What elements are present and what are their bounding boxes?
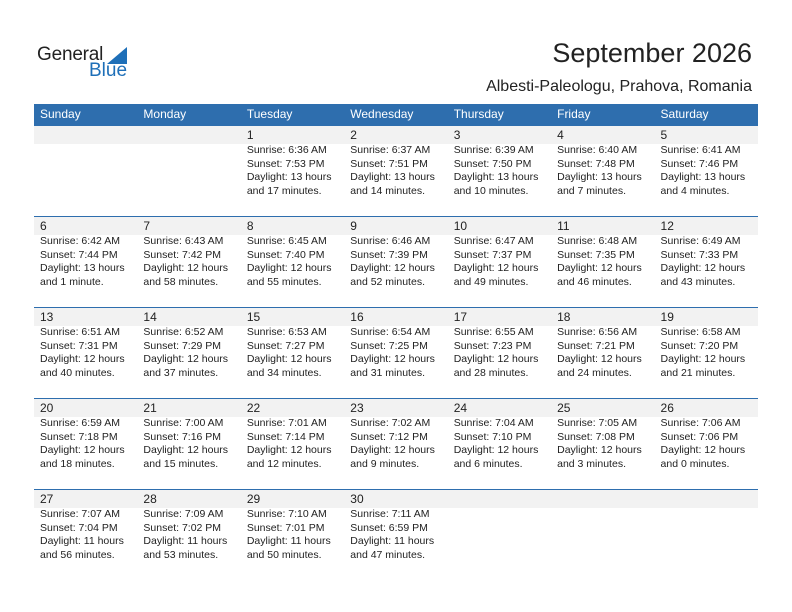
sunrise-text: Sunrise: 6:42 AM: [40, 235, 120, 247]
sunset-text: Sunset: 7:16 PM: [143, 430, 222, 443]
daylight-text: Daylight: 12 hours: [40, 444, 125, 457]
weeks-container: [34, 125, 758, 580]
sunrise-text: Sunrise: 6:46 AM: [350, 235, 431, 247]
day-cell: [551, 399, 654, 489]
day-cell: [551, 126, 654, 216]
sunset-text: Sunset: 7:44 PM: [40, 248, 118, 261]
sunrise-text: Sunrise: 7:10 AM: [246, 508, 327, 520]
sunset-text: Sunset: 7:33 PM: [660, 248, 739, 261]
sunrise-text: Sunrise: 7:00 AM: [143, 417, 224, 429]
weekday-sunday: Sunday: [40, 107, 81, 121]
daylight-minutes-text: and 4 minutes.: [660, 184, 730, 197]
day-cell: [241, 126, 344, 216]
sunset-text: Sunset: 7:48 PM: [557, 157, 635, 170]
daylight-text: Daylight: 12 hours: [453, 444, 539, 457]
day-cell: [344, 126, 447, 216]
daylight-text: Daylight: 12 hours: [660, 353, 746, 366]
daylight-text: Daylight: 12 hours: [350, 262, 435, 275]
day-cell: [34, 217, 137, 307]
daylight-minutes-text: and 10 minutes.: [453, 184, 529, 197]
sunrise-text: Sunrise: 6:45 AM: [246, 235, 327, 247]
daylight-text: Daylight: 12 hours: [660, 444, 746, 457]
sunrise-text: Sunrise: 7:09 AM: [143, 508, 224, 520]
sunrise-text: Sunrise: 6:54 AM: [350, 326, 431, 338]
weekday-thursday: Thursday: [453, 107, 504, 121]
sunset-text: Sunset: 7:42 PM: [143, 248, 222, 261]
weekday-wednesday: Wednesday: [350, 107, 414, 121]
daylight-text: Daylight: 11 hours: [246, 535, 331, 548]
daylight-minutes-text: and 43 minutes.: [660, 275, 736, 288]
day-number: 17: [453, 310, 468, 324]
sunrise-text: Sunrise: 7:11 AM: [350, 508, 430, 520]
daylight-minutes-text: and 49 minutes.: [453, 275, 529, 288]
sunrise-text: Sunrise: 6:39 AM: [453, 144, 534, 156]
day-number: 30: [350, 492, 364, 506]
daylight-minutes-text: and 28 minutes.: [453, 366, 529, 379]
day-cell: [137, 399, 240, 489]
daylight-minutes-text: and 31 minutes.: [350, 366, 425, 379]
daylight-minutes-text: and 6 minutes.: [453, 457, 523, 470]
day-cell: [344, 399, 447, 489]
day-number: 29: [246, 492, 261, 506]
sunset-text: Sunset: 7:25 PM: [350, 339, 428, 352]
daylight-minutes-text: and 14 minutes.: [350, 184, 425, 197]
sunset-text: Sunset: 7:39 PM: [350, 248, 428, 261]
sunset-text: Sunset: 7:51 PM: [350, 157, 428, 170]
sunset-text: Sunset: 7:02 PM: [143, 521, 222, 534]
daylight-minutes-text: and 3 minutes.: [557, 457, 626, 470]
day-cell: [655, 126, 758, 216]
day-number: 13: [40, 310, 54, 324]
day-number: 7: [143, 219, 151, 233]
daylight-text: Daylight: 12 hours: [660, 262, 746, 275]
sunrise-text: Sunrise: 6:56 AM: [557, 326, 638, 338]
sunrise-text: Sunrise: 6:40 AM: [557, 144, 638, 156]
day-number: 2: [350, 128, 357, 142]
sunrise-text: Sunrise: 7:01 AM: [246, 417, 327, 429]
daylight-text: Daylight: 12 hours: [143, 444, 229, 457]
sunrise-text: Sunrise: 6:52 AM: [143, 326, 224, 338]
daylight-minutes-text: and 1 minute.: [40, 275, 104, 288]
sunrise-text: Sunrise: 7:04 AM: [453, 417, 534, 429]
sunset-text: Sunset: 7:23 PM: [453, 339, 532, 352]
day-number: 19: [660, 310, 674, 324]
day-cell: [448, 399, 551, 489]
sunset-text: Sunset: 7:35 PM: [557, 248, 635, 261]
day-cell: [241, 217, 344, 307]
day-number: 23: [350, 401, 364, 415]
daylight-minutes-text: and 58 minutes.: [143, 275, 219, 288]
daylight-minutes-text: and 53 minutes.: [143, 548, 219, 561]
daylight-text: Daylight: 12 hours: [143, 262, 229, 275]
day-number: 15: [246, 310, 261, 324]
location-subtitle: Albesti-Paleologu, Prahova, Romania: [486, 78, 752, 95]
daylight-minutes-text: and 18 minutes.: [40, 457, 115, 470]
daylight-minutes-text: and 21 minutes.: [660, 366, 736, 379]
daylight-minutes-text: and 34 minutes.: [246, 366, 322, 379]
day-number: 25: [557, 401, 571, 415]
daylight-text: Daylight: 13 hours: [246, 171, 332, 184]
week-days: [34, 126, 758, 216]
day-number: [40, 126, 137, 144]
daylight-minutes-text: and 7 minutes.: [557, 184, 626, 197]
sunset-text: Sunset: 7:04 PM: [40, 521, 118, 534]
daylight-minutes-text: and 24 minutes.: [557, 366, 632, 379]
day-number: [661, 490, 758, 508]
day-cell: [241, 399, 344, 489]
daylight-text: Daylight: 12 hours: [350, 353, 435, 366]
daylight-minutes-text: and 0 minutes.: [660, 457, 730, 470]
daylight-text: Daylight: 13 hours: [453, 171, 539, 184]
day-number: [557, 490, 654, 508]
day-cell: [551, 217, 654, 307]
day-cell: [655, 217, 758, 307]
sunset-text: Sunset: 7:14 PM: [246, 430, 325, 443]
day-cell: [34, 126, 137, 216]
sunrise-text: Sunrise: 6:37 AM: [350, 144, 431, 156]
day-number: 8: [246, 219, 254, 233]
week-row: [34, 489, 758, 580]
sunset-text: Sunset: 7:27 PM: [246, 339, 325, 352]
sunset-text: Sunset: 7:46 PM: [660, 157, 739, 170]
logo-blue-text: Blue: [89, 60, 128, 81]
day-number: 9: [350, 219, 357, 233]
daylight-text: Daylight: 13 hours: [40, 262, 125, 275]
day-cell: [344, 308, 447, 398]
day-cell: [448, 490, 551, 580]
sunset-text: Sunset: 7:21 PM: [557, 339, 635, 352]
sunset-text: Sunset: 7:37 PM: [453, 248, 532, 261]
weekday-friday: Friday: [557, 107, 591, 121]
day-cell: [34, 399, 137, 489]
day-number: 3: [453, 128, 461, 142]
sunrise-text: Sunrise: 6:49 AM: [660, 235, 741, 247]
daylight-text: Daylight: 13 hours: [557, 171, 642, 184]
daylight-text: Daylight: 12 hours: [557, 444, 642, 457]
day-cell: [655, 490, 758, 580]
sunrise-text: Sunrise: 6:51 AM: [40, 326, 120, 338]
sunrise-text: Sunrise: 6:43 AM: [143, 235, 224, 247]
daylight-minutes-text: and 46 minutes.: [557, 275, 632, 288]
day-cell: [137, 308, 240, 398]
weekday-monday: Monday: [143, 107, 187, 121]
day-number: 21: [143, 401, 157, 415]
day-cell: [344, 490, 447, 580]
daylight-text: Daylight: 13 hours: [350, 171, 435, 184]
daylight-minutes-text: and 52 minutes.: [350, 275, 425, 288]
day-number: 14: [143, 310, 157, 324]
week-row: [34, 125, 758, 216]
daylight-text: Daylight: 12 hours: [557, 353, 642, 366]
weekday-tuesday: Tuesday: [246, 107, 293, 121]
daylight-text: Daylight: 11 hours: [40, 535, 124, 548]
sunset-text: Sunset: 7:20 PM: [660, 339, 739, 352]
day-number: 11: [557, 219, 570, 233]
week-days: [34, 399, 758, 489]
daylight-text: Daylight: 11 hours: [350, 535, 435, 548]
daylight-text: Daylight: 12 hours: [350, 444, 435, 457]
sunrise-text: Sunrise: 6:55 AM: [453, 326, 534, 338]
daylight-text: Daylight: 12 hours: [453, 262, 539, 275]
daylight-minutes-text: and 56 minutes.: [40, 548, 115, 561]
calendar-grid: [34, 104, 758, 580]
day-number: [143, 126, 240, 144]
sunset-text: Sunset: 7:53 PM: [246, 157, 325, 170]
sunset-text: Sunset: 7:12 PM: [350, 430, 428, 443]
sunrise-text: Sunrise: 6:48 AM: [557, 235, 638, 247]
week-row: [34, 216, 758, 307]
sunset-text: Sunset: 7:01 PM: [246, 521, 325, 534]
daylight-minutes-text: and 12 minutes.: [246, 457, 322, 470]
sunset-text: Sunset: 7:08 PM: [557, 430, 635, 443]
sunset-text: Sunset: 7:50 PM: [453, 157, 532, 170]
sunrise-text: Sunrise: 6:36 AM: [246, 144, 327, 156]
day-cell: [241, 490, 344, 580]
sunrise-text: Sunrise: 7:06 AM: [660, 417, 741, 429]
day-cell: [551, 308, 654, 398]
sunset-text: Sunset: 7:06 PM: [660, 430, 739, 443]
sunrise-text: Sunrise: 6:47 AM: [453, 235, 534, 247]
daylight-text: Daylight: 12 hours: [557, 262, 642, 275]
week-days: [34, 308, 758, 398]
daylight-text: Daylight: 12 hours: [453, 353, 539, 366]
daylight-text: Daylight: 13 hours: [660, 171, 746, 184]
day-number: 10: [453, 219, 468, 233]
day-number: 4: [557, 128, 564, 142]
daylight-text: Daylight: 11 hours: [143, 535, 228, 548]
week-row: [34, 307, 758, 398]
day-number: 1: [246, 128, 254, 142]
daylight-minutes-text: and 55 minutes.: [246, 275, 322, 288]
logo: [37, 44, 147, 84]
day-cell: [655, 399, 758, 489]
daylight-text: Daylight: 12 hours: [246, 262, 332, 275]
daylight-minutes-text: and 47 minutes.: [350, 548, 425, 561]
sunrise-text: Sunrise: 7:05 AM: [557, 417, 638, 429]
daylight-minutes-text: and 15 minutes.: [143, 457, 219, 470]
weekday-saturday: Saturday: [660, 107, 709, 121]
day-number: 5: [660, 128, 668, 142]
day-cell: [655, 308, 758, 398]
day-cell: [448, 217, 551, 307]
day-number: 24: [453, 401, 468, 415]
daylight-text: Daylight: 12 hours: [246, 353, 332, 366]
day-number: [454, 490, 551, 508]
day-number: 6: [40, 219, 47, 233]
sunrise-text: Sunrise: 6:53 AM: [246, 326, 327, 338]
sunset-text: Sunset: 7:40 PM: [246, 248, 325, 261]
day-number: 12: [660, 219, 674, 233]
daylight-text: Daylight: 12 hours: [40, 353, 125, 366]
day-cell: [137, 217, 240, 307]
sunrise-text: Sunrise: 6:58 AM: [660, 326, 741, 338]
sunrise-text: Sunrise: 6:41 AM: [660, 144, 741, 156]
day-cell: [551, 490, 654, 580]
day-cell: [137, 490, 240, 580]
daylight-minutes-text: and 37 minutes.: [143, 366, 219, 379]
page-title: September 2026: [552, 38, 752, 68]
sunrise-text: Sunrise: 7:02 AM: [350, 417, 431, 429]
daylight-minutes-text: and 50 minutes.: [246, 548, 322, 561]
sunset-text: Sunset: 7:29 PM: [143, 339, 222, 352]
week-row: [34, 398, 758, 489]
day-number: 26: [660, 401, 674, 415]
day-number: 16: [350, 310, 364, 324]
daylight-minutes-text: and 17 minutes.: [246, 184, 322, 197]
day-cell: [34, 490, 137, 580]
daylight-text: Daylight: 12 hours: [246, 444, 332, 457]
day-cell: [241, 308, 344, 398]
day-cell: [448, 308, 551, 398]
sunset-text: Sunset: 7:18 PM: [40, 430, 118, 443]
day-number: 18: [557, 310, 571, 324]
logo-general-text: General: [37, 44, 104, 65]
daylight-minutes-text: and 9 minutes.: [350, 457, 420, 470]
sunset-text: Sunset: 7:31 PM: [40, 339, 118, 352]
day-cell: [137, 126, 240, 216]
sunset-text: Sunset: 6:59 PM: [350, 521, 428, 534]
sunrise-text: Sunrise: 7:07 AM: [40, 508, 120, 520]
day-cell: [34, 308, 137, 398]
day-number: 27: [40, 492, 54, 506]
week-days: [34, 217, 758, 307]
daylight-text: Daylight: 12 hours: [143, 353, 229, 366]
daylight-minutes-text: and 40 minutes.: [40, 366, 115, 379]
week-days: [34, 490, 758, 580]
day-number: 22: [246, 401, 261, 415]
sunset-text: Sunset: 7:10 PM: [453, 430, 532, 443]
day-cell: [344, 217, 447, 307]
day-number: 28: [143, 492, 157, 506]
sunrise-text: Sunrise: 6:59 AM: [40, 417, 120, 429]
day-number: 20: [40, 401, 54, 415]
day-cell: [448, 126, 551, 216]
weekday-header: [34, 104, 758, 125]
